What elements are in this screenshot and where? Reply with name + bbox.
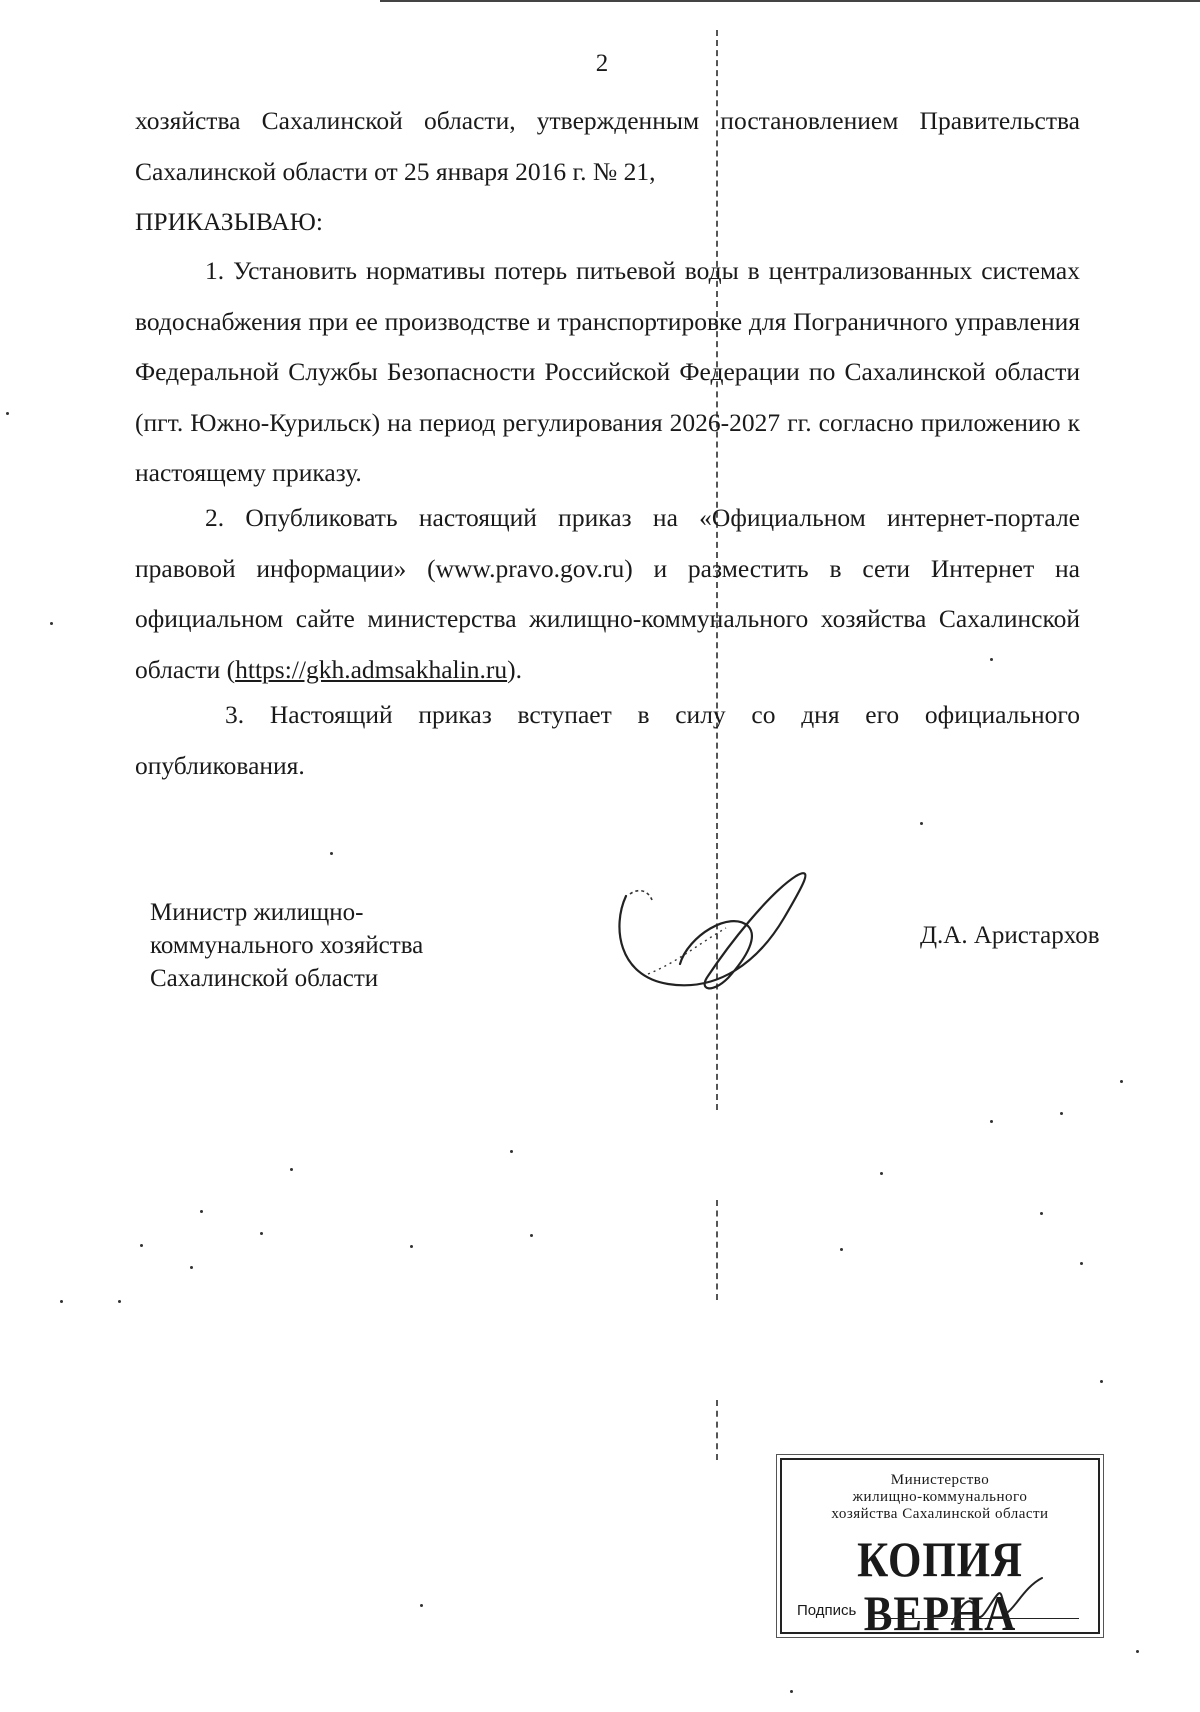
scan-speck — [1136, 1650, 1139, 1653]
order-word: ПРИКАЗЫВАЮ: — [135, 207, 323, 236]
scan-speck — [420, 1604, 423, 1607]
paragraph-3 — [135, 690, 1080, 791]
stamp-org-line: Министерство — [890, 1472, 990, 1488]
scan-speck — [260, 1232, 263, 1235]
scan-speck — [410, 1245, 413, 1248]
fold-crease-line — [716, 1200, 718, 1300]
scan-speck — [140, 1244, 143, 1247]
scan-speck — [1120, 1080, 1123, 1083]
scan-speck — [1100, 1380, 1103, 1383]
scan-speck — [990, 1120, 993, 1123]
fold-crease-line — [716, 1400, 718, 1460]
paragraph-3-text: 3. Настоящий приказ вступает в силу со дня его официального опубликования. — [135, 700, 1080, 780]
scan-speck — [190, 1266, 193, 1269]
scan-speck — [60, 1300, 63, 1303]
stamp-signature-label: Подпись — [797, 1602, 857, 1619]
page-number: 2 — [595, 50, 609, 77]
scan-speck — [510, 1150, 513, 1153]
scan-speck — [1080, 1262, 1083, 1265]
scan-speck — [50, 622, 53, 625]
scan-speck — [880, 1172, 883, 1175]
stamp-org-line: жилищно-коммунального — [852, 1489, 1028, 1505]
scan-speck — [990, 658, 993, 661]
stamp-signature-squiggle — [942, 1572, 1052, 1632]
signer-name: Д.А. Аристархов — [920, 922, 1100, 949]
scan-speck — [118, 1300, 121, 1303]
intro-paragraph — [135, 96, 1080, 248]
scan-speck — [330, 852, 333, 855]
paragraph-2-text — [135, 493, 1080, 695]
stamp-title: КОПИЯ ВЕРНА — [857, 1531, 1023, 1641]
certified-copy-stamp — [780, 1458, 1100, 1641]
signer-position-line: Сахалинской области — [150, 965, 379, 992]
scan-speck — [290, 1168, 293, 1171]
scan-speck — [1040, 1212, 1043, 1215]
paragraph-1-text: 1. Установить нормативы потерь питьевой воды в централизованных системах водоснабжения при ее производстве и транспортировке для Пограничного управления Федеральной Службы Безопасности Российской Федерации по Сахалинской области (пгт. Южно-Курильск) на период регулирования 2026-2027 гг. согласно приложению к настоящему приказу. — [135, 256, 1080, 487]
paragraph-1 — [135, 246, 1080, 499]
signer-position-line: коммунального хозяйства — [150, 932, 424, 959]
scan-speck — [790, 1690, 793, 1693]
stamp-org-line: хозяйства Сахалинской области — [831, 1506, 1049, 1522]
handwritten-signature — [608, 866, 828, 996]
intro-text: хозяйства Сахалинской области, утвержденным постановлением Правительства Сахалинской области от 25 января 2016 г. № 21, — [135, 106, 1080, 186]
stamp-organization — [782, 1472, 1098, 1523]
scan-speck — [920, 822, 923, 825]
paragraph-2 — [135, 493, 1080, 695]
scan-speck — [6, 412, 9, 415]
scan-speck — [200, 1210, 203, 1213]
signer-position-line: Министр жилищно- — [150, 899, 364, 926]
paragraph-2-text-after: ). — [507, 654, 522, 684]
signer-position — [150, 896, 510, 995]
top-border-line — [380, 0, 1200, 2]
paragraph-2-text-before: 2. Опубликовать настоящий приказ на «Официальном интернет-портале правовой информации» (www.pravo.gov.ru) и разместить в сети Интернет на официальном сайте министерства жилищно-коммунального хозяйства Сахалинской области ( — [135, 503, 1080, 684]
scan-speck — [840, 1248, 843, 1251]
scan-speck — [1060, 1112, 1063, 1115]
scan-speck — [530, 1234, 533, 1237]
ministry-website-link[interactable]: https://gkh.admsakhalin.ru — [235, 654, 508, 684]
